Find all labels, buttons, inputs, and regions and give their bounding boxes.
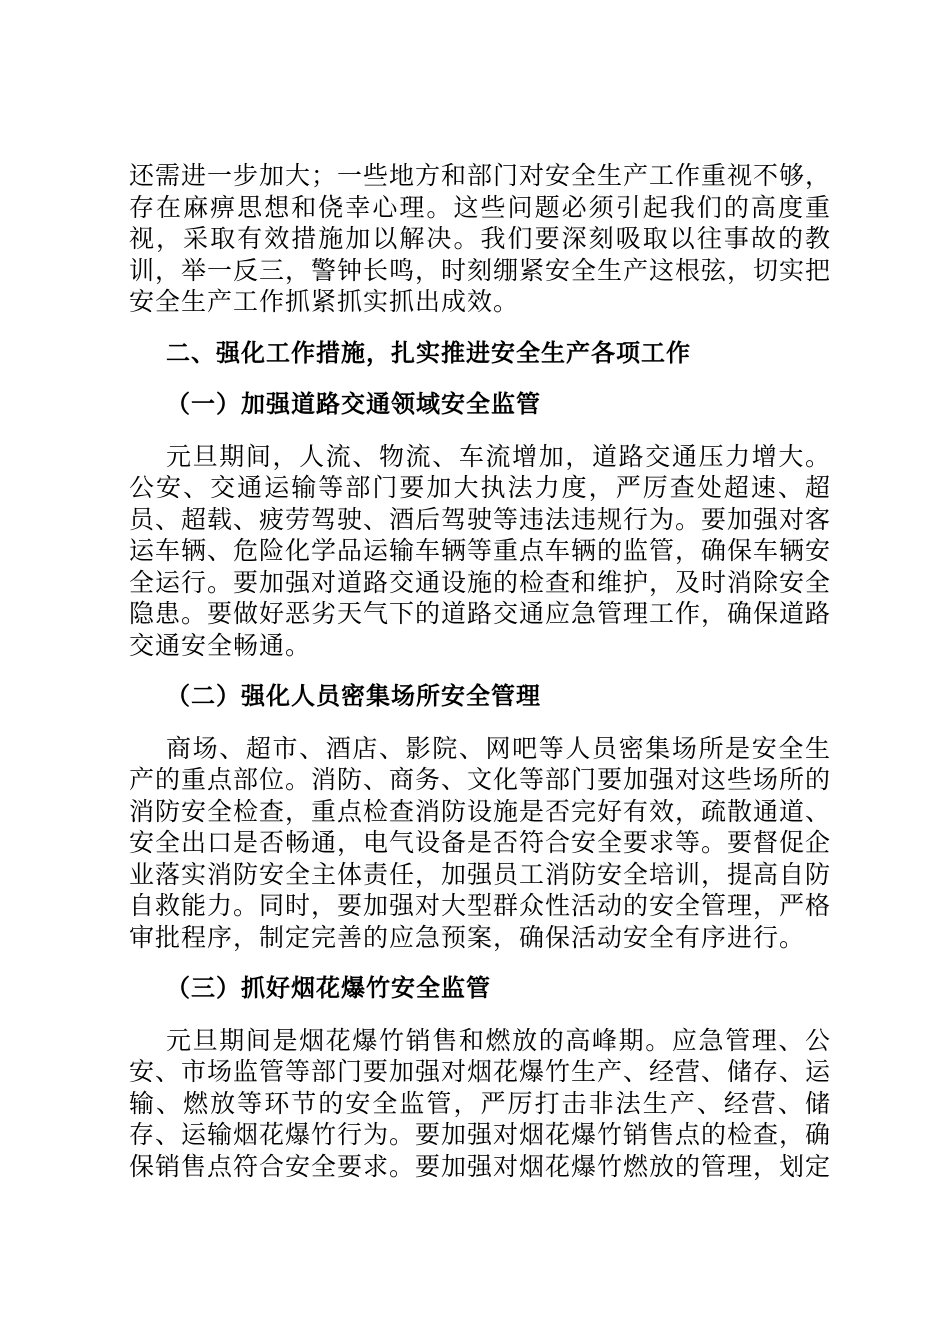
- body-paragraph: 元旦期间，人流、物流、车流增加，道路交通压力增大。公安、交通运输等部门要加大执法力度，严厉查处超速、超员、超载、疲劳驾驶、酒后驾驶等违法违规行为。要加强对客运车辆、危险化学品运输车辆等重点车辆的监管，确保车辆安全运行。要加强对道路交通设施的检查和维护，及时消除安全隐患。要做好恶劣天气下的道路交通应急管理工作，确保道路交通安全畅通。: [129, 441, 832, 660]
- body-paragraph: 还需进一步加大；一些地方和部门对安全生产工作重视不够，存在麻痹思想和侥幸心理。这些问题必须引起我们的高度重视，采取有效措施加以解决。我们要深刻吸取以往事故的教训，举一反三，警钟长鸣，时刻绷紧安全生产这根弦，切实把安全生产工作抓紧抓实抓出成效。: [129, 161, 832, 316]
- subsection-heading: （二）强化人员密集场所安全管理: [166, 682, 541, 710]
- section-heading: 二、强化工作措施，扎实推进安全生产各项工作: [166, 338, 691, 367]
- subsection-heading: （一）加强道路交通领域安全监管: [166, 390, 541, 418]
- body-paragraph: 商场、超市、酒店、影院、网吧等人员密集场所是安全生产的重点部位。消防、商务、文化等部门要加强对这些场所的消防安全检查，重点检查消防设施是否完好有效，疏散通道、安全出口是否畅通，电气设备是否符合安全要求等。要督促企业落实消防安全主体责任，加强员工消防安全培训，提高自防自救能力。同时，要加强对大型群众性活动的安全管理，严格审批程序，制定完善的应急预案，确保活动安全有序进行。: [129, 733, 832, 952]
- body-paragraph: 元旦期间是烟花爆竹销售和燃放的高峰期。应急管理、公安、市场监管等部门要加强对烟花爆竹生产、经营、储存、运输、燃放等环节的安全监管，严厉打击非法生产、经营、储存、运输烟花爆竹行为。要加强对烟花爆竹销售点的检查，确保销售点符合安全要求。要加强对烟花爆竹燃放的管理，划定: [129, 1025, 832, 1181]
- document-page: [129, 160, 831, 1182]
- subsection-heading: （三）抓好烟花爆竹安全监管: [166, 974, 491, 1002]
